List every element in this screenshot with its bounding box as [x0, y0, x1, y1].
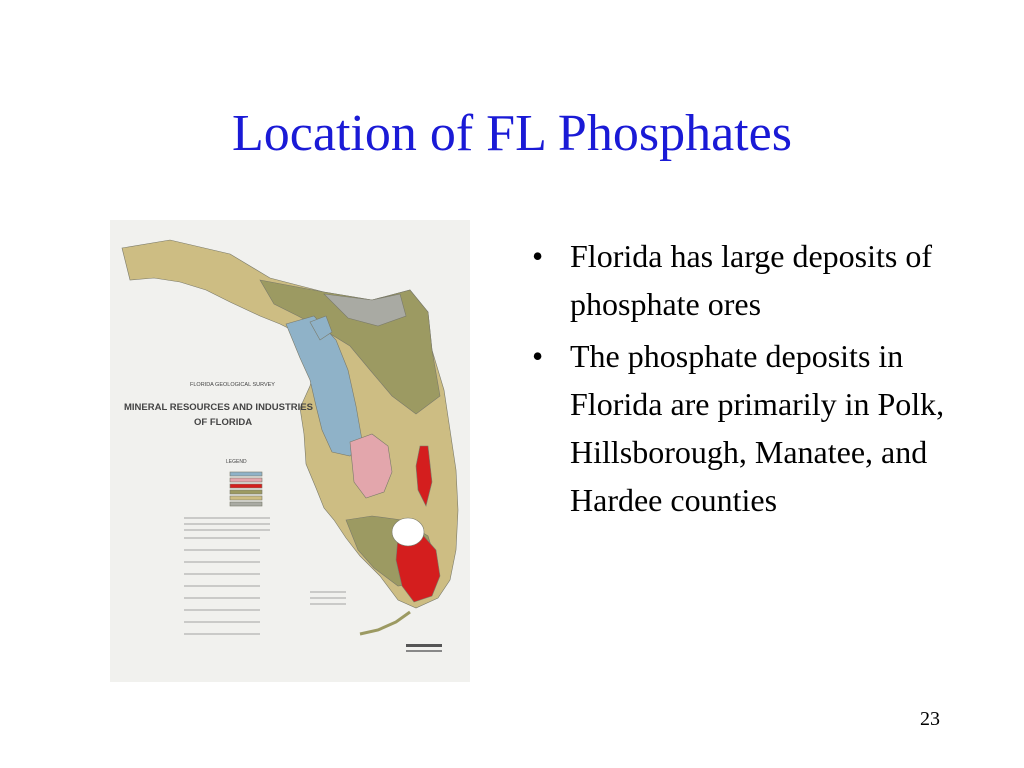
slide-title: Location of FL Phosphates — [232, 105, 792, 162]
map-legend-label: LEGEND — [226, 459, 247, 465]
florida-mineral-map — [110, 220, 470, 682]
bullet-item — [532, 232, 952, 328]
map-survey-label: FLORIDA GEOLOGICAL SURVEY — [190, 382, 275, 388]
bullet-marker: • — [532, 338, 544, 374]
bullet-item — [532, 332, 952, 524]
page-number: 23 — [920, 708, 940, 730]
lake-okeechobee — [392, 518, 424, 546]
map-image — [110, 220, 470, 682]
florida-keys — [360, 612, 410, 634]
map-legend-fine-print — [184, 518, 346, 634]
bullet-marker: • — [532, 238, 544, 274]
map-legend-swatches — [230, 472, 262, 506]
bullet-text: Florida has large deposits of phosphate ores — [570, 238, 933, 322]
map-scale-bar — [406, 644, 442, 652]
map-title-line1: MINERAL RESOURCES AND INDUSTRIES — [124, 402, 313, 413]
bullet-text: The phosphate deposits in Florida are primarily in Polk, Hillsborough, Manatee, and Hardee counties — [570, 338, 945, 518]
bullet-list — [532, 232, 952, 528]
map-title-line2: OF FLORIDA — [194, 417, 253, 428]
